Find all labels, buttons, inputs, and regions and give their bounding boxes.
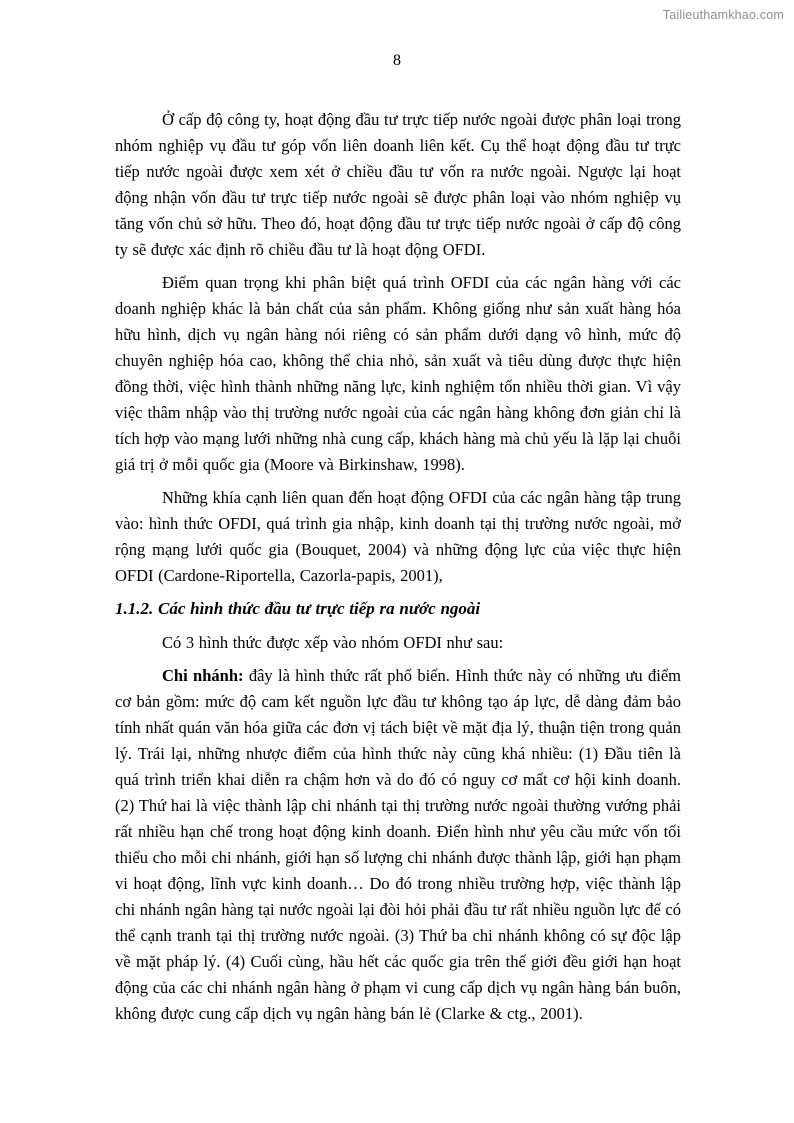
page-content bbox=[115, 107, 681, 1034]
paragraph-branch-form bbox=[115, 663, 681, 1027]
paragraph-lead-bold: Chi nhánh: bbox=[162, 666, 244, 685]
section-heading: 1.1.2. Các hình thức đầu tư trực tiếp ra nước ngoài bbox=[115, 599, 481, 618]
paragraph-ofdi-aspects: Những khía cạnh liên quan đến hoạt động OFDI của các ngân hàng tập trung vào: hình thức OFDI, quá trình gia nhập, kinh doanh tại thị trường nước ngoài, mở rộng mạng lưới quốc gia (Bouquet, 2004) và những động lực của việc thực hiện OFDI (Cardone-Riportella, Cazorla-papis, 2001), bbox=[115, 488, 681, 585]
paragraph-bank-ofdi-distinction: Điểm quan trọng khi phân biệt quá trình OFDI của các ngân hàng với các doanh nghiệp khác là bản chất của sản phẩm. Không giống như sản xuất hàng hóa hữu hình, dịch vụ ngân hàng nói riêng có sản phẩm dưới dạng vô hình, mức độ chuyên nghiệp hóa cao, không thể chia nhỏ, sản xuất và tiêu dùng được thực hiện đồng thời, việc hình thành những năng lực, kinh nghiệm tốn nhiều thời gian. Vì vậy việc thâm nhập vào thị trường nước ngoài của các ngân hàng không đơn giản chỉ là tích hợp vào mạng lưới những nhà cung cấp, khách hàng mà chủ yếu là lặp lại chuỗi giá trị ở mỗi quốc gia (Moore và Birkinshaw, 1998). bbox=[115, 273, 681, 474]
page-number: 8 bbox=[393, 52, 401, 69]
watermark-text: Tailieuthamkhao.com bbox=[662, 8, 784, 22]
paragraph-company-level-fdi: Ở cấp độ công ty, hoạt động đầu tư trực tiếp nước ngoài được phân loại trong nhóm nghiệp vụ đầu tư góp vốn liên doanh liên kết. Cụ thể hoạt động đầu tư trực tiếp nước ngoài được xem xét ở chiều đầu tư vốn ra nước ngoài. Ngược lại hoạt động nhận vốn đầu tư trực tiếp nước ngoài sẽ được phân loại vào nhóm nghiệp vụ tăng vốn chủ sở hữu. Theo đó, hoạt động đầu tư trực tiếp nước ngoài ở cấp độ công ty sẽ được xác định rõ chiều đầu tư là hoạt động OFDI. bbox=[115, 110, 681, 259]
paragraph-ofdi-forms-intro: Có 3 hình thức được xếp vào nhóm OFDI như sau: bbox=[162, 633, 504, 652]
paragraph-branch-body: đây là hình thức rất phổ biến. Hình thức này có những ưu điểm cơ bản gồm: mức độ cam kết nguồn lực đầu tư không tạo áp lực, dễ dàng đảm bảo tính nhất quán văn hóa giữa các đơn vị tách biệt về mặt địa lý, thuận tiện trong quản lý. Trái lại, những nhược điểm của hình thức này cũng khá nhiều: (1) Đầu tiên là quá trình triển khai diễn ra chậm hơn và do đó có nguy cơ mất cơ hội kinh doanh. (2) Thứ hai là việc thành lập chi nhánh tại thị trường nước ngoài thường vướng phải rất nhiều hạn chế trong hoạt động kinh doanh. Điển hình như yêu cầu mức vốn tối thiểu cho mỗi chi nhánh, giới hạn số lượng chi nhánh được thành lập, giới hạn phạm vi hoạt động, lĩnh vực kinh doanh… Do đó trong nhiều trường hợp, việc thành lập chi nhánh ngân hàng tại nước ngoài lại đòi hỏi phải đầu tư rất nhiều nguồn lực để có thể cạnh tranh tại thị trường nước ngoài. (3) Thứ ba chi nhánh không có sự độc lập về mặt pháp lý. (4) Cuối cùng, hầu hết các quốc gia trên thế giới đều giới hạn hoạt động của các chi nhánh ngân hàng ở phạm vi cung cấp dịch vụ ngân hàng bán buôn, không được cung cấp dịch vụ ngân hàng bán lẻ (Clarke & ctg., 2001). bbox=[115, 666, 681, 1023]
